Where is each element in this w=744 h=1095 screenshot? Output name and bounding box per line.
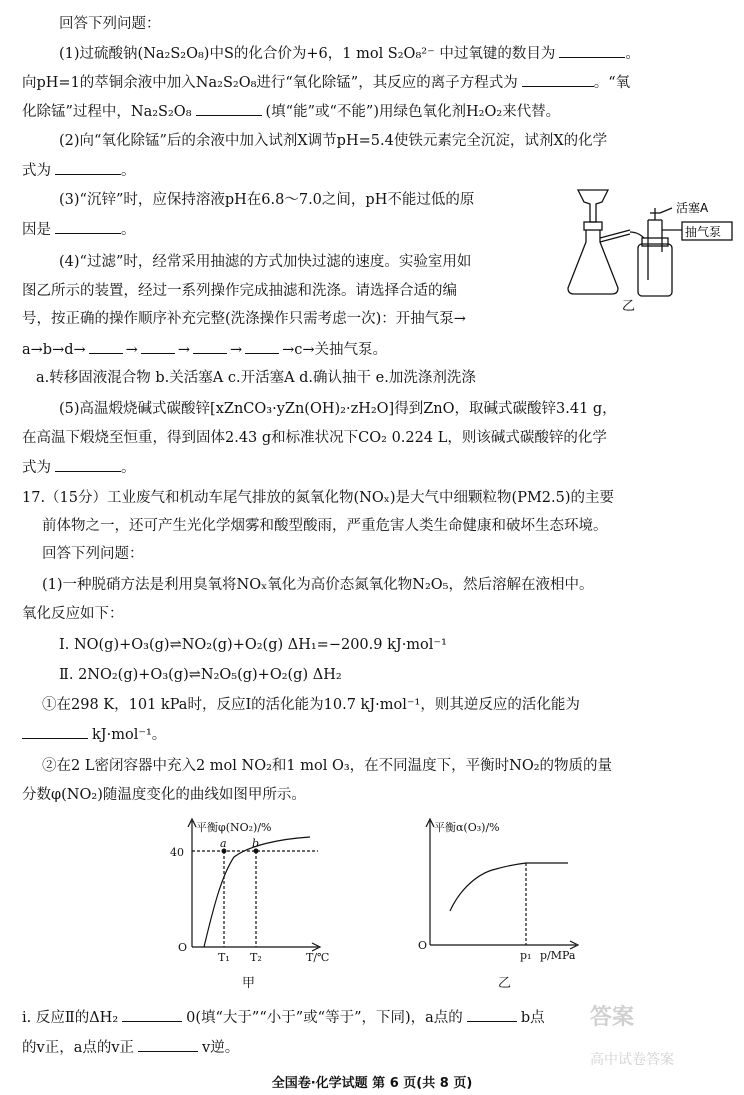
text-line: a.转移固液混合物 b.关活塞A c.开活塞A d.确认抽干 e.加洗涤剂洗涤 bbox=[36, 370, 476, 386]
text-line: (2)向“氧化除锰”后的余液中加入试剂X调节pH=5.4使铁元素完全沉淀，试剂X的化学 bbox=[59, 133, 608, 149]
text-line: 图乙所示的装置，经过一系列操作完成抽滤和洗涤。请选择合适的编 bbox=[22, 283, 457, 299]
pump-label: 抽气泵 bbox=[685, 225, 722, 239]
watermark bbox=[590, 1000, 730, 1080]
y-tick-40: 40 bbox=[170, 846, 184, 859]
answer-blank[interactable] bbox=[138, 1037, 198, 1052]
answer-blank[interactable] bbox=[22, 724, 88, 739]
text-line: 式为 。 bbox=[22, 457, 136, 478]
x-tick-t2: T₂ bbox=[250, 951, 262, 964]
apparatus-caption: 乙 bbox=[622, 299, 636, 314]
answer-blank[interactable] bbox=[122, 1007, 182, 1022]
answer-blank[interactable] bbox=[559, 43, 625, 58]
origin-label: O bbox=[418, 939, 428, 952]
answer-blank[interactable] bbox=[245, 339, 279, 354]
reaction-2: Ⅱ. 2NO₂(g)+O₃(g)⇌N₂O₅(g)+O₂(g) ΔH₂ bbox=[59, 667, 342, 683]
chart-title: 甲 bbox=[242, 976, 256, 991]
answer-blank[interactable] bbox=[55, 457, 121, 472]
chart-title: 乙 bbox=[498, 976, 512, 991]
text-line: 前体物之一，还可产生光化学烟雾和酸型酸雨，严重危害人类生命健康和破坏生态环境。 bbox=[42, 518, 608, 534]
chart-yi bbox=[418, 815, 588, 995]
question-17-heading: 17.（15分）工业废气和机动车尾气排放的氮氧化物(NOₓ)是大气中细颗粒物(PM2.5)的主要 bbox=[22, 490, 615, 506]
watermark-text: 答案 bbox=[590, 1005, 635, 1030]
text-line: 氧化反应如下： bbox=[22, 606, 124, 622]
text-line: 因是 。 bbox=[22, 219, 136, 240]
answer-blank[interactable] bbox=[467, 1007, 517, 1022]
alpha-o3-curve bbox=[450, 863, 568, 911]
text-line: 向pH=1的萃铜余液中加入Na₂S₂O₈进行“氧化除锰”，其反应的离子方程式为 。“氧 bbox=[22, 72, 630, 93]
x-tick-p1: p₁ bbox=[520, 949, 532, 962]
x-axis-label: T/℃ bbox=[306, 951, 330, 964]
text-line: (1)过硫酸钠(Na₂S₂O₈)中S的化合价为+6，1 mol S₂O₈²⁻ 中过氧键的数目为 。 bbox=[59, 43, 640, 64]
point-b-label: b bbox=[252, 837, 260, 850]
answer-blank[interactable] bbox=[522, 72, 594, 87]
suction-filtration-apparatus bbox=[560, 180, 740, 315]
answer-blank[interactable] bbox=[55, 219, 121, 234]
text-line: 式为 。 bbox=[22, 160, 136, 181]
text-line: 在高温下煅烧至恒重，得到固体2.43 g和标准状况下CO₂ 0.224 L，则该碱式碳酸锌的化学 bbox=[22, 430, 607, 446]
answer-blank[interactable] bbox=[141, 339, 175, 354]
text-line: 的v正，a点的v正 v逆。 bbox=[22, 1037, 239, 1058]
text-line: ①在298 K，101 kPa时，反应Ⅰ的活化能为10.7 kJ·mol⁻¹，则其逆反应的活化能为 bbox=[42, 697, 580, 713]
reaction-1: Ⅰ. NO(g)+O₃(g)⇌NO₂(g)+O₂(g) ΔH₁=−200.9 kJ·mol⁻¹ bbox=[59, 637, 447, 653]
text-line: (5)高温煅烧碱式碳酸锌[xZnCO₃·yZn(OH)₂·zH₂O]得到ZnO，取碱式碳酸锌3.41 g， bbox=[59, 401, 617, 417]
answer-blank[interactable] bbox=[196, 101, 262, 116]
watermark-text: 高中试卷答案 bbox=[590, 1052, 674, 1068]
answer-blank[interactable] bbox=[193, 339, 227, 354]
text-line: (4)“过滤”时，经常采用抽滤的方式加快过滤的速度。实验室用如 bbox=[59, 254, 472, 270]
text-line: ②在2 L密闭容器中充入2 mol NO₂和1 mol O₃，在不同温度下，平衡时NO₂的物质的量 bbox=[42, 758, 613, 774]
origin-label: O bbox=[178, 941, 188, 954]
valve-a-label: 活塞A bbox=[676, 201, 709, 215]
y-axis-label: 平衡α(O₃)/% bbox=[434, 821, 500, 834]
text-line: 回答下列问题： bbox=[59, 16, 161, 32]
text-line: kJ·mol⁻¹。 bbox=[22, 724, 166, 745]
text-line: 回答下列问题： bbox=[42, 546, 144, 562]
point-a-label: a bbox=[220, 837, 227, 850]
y-axis-label: 平衡φ(NO₂)/% bbox=[196, 821, 272, 834]
x-tick-t1: T₁ bbox=[218, 951, 230, 964]
text-line: a→b→d→ → → → →c→关抽气泵。 bbox=[22, 339, 387, 360]
text-line: 化除锰”过程中，Na₂S₂O₈ (填“能”或“不能”)用绿色氧化剂H₂O₂来代替。 bbox=[22, 101, 560, 122]
page-footer: 全国卷·化学试题 第 6 页(共 8 页) bbox=[271, 1076, 473, 1091]
text-line: (3)“沉锌”时，应保持溶液pH在6.8～7.0之间，pH不能过低的原 bbox=[59, 192, 475, 208]
text-line: 分数φ(NO₂)随温度变化的曲线如图甲所示。 bbox=[22, 787, 306, 803]
phi-no2-curve bbox=[204, 837, 310, 947]
text-line: ⅰ. 反应Ⅱ的ΔH₂ 0(填“大于”“小于”或“等于”，下同)，a点的 b点 bbox=[22, 1007, 545, 1028]
chart-jia bbox=[170, 815, 340, 995]
text-line: 号，按正确的操作顺序补充完整(洗涤操作只需考虑一次)：开抽气泵→ bbox=[22, 311, 466, 327]
answer-blank[interactable] bbox=[55, 160, 121, 175]
text-line: (1)一种脱硝方法是利用臭氧将NOₓ氧化为高价态氮氧化物N₂O₅，然后溶解在液相中。 bbox=[42, 577, 594, 593]
answer-blank[interactable] bbox=[89, 339, 123, 354]
x-axis-label: p/MPa bbox=[540, 949, 576, 962]
